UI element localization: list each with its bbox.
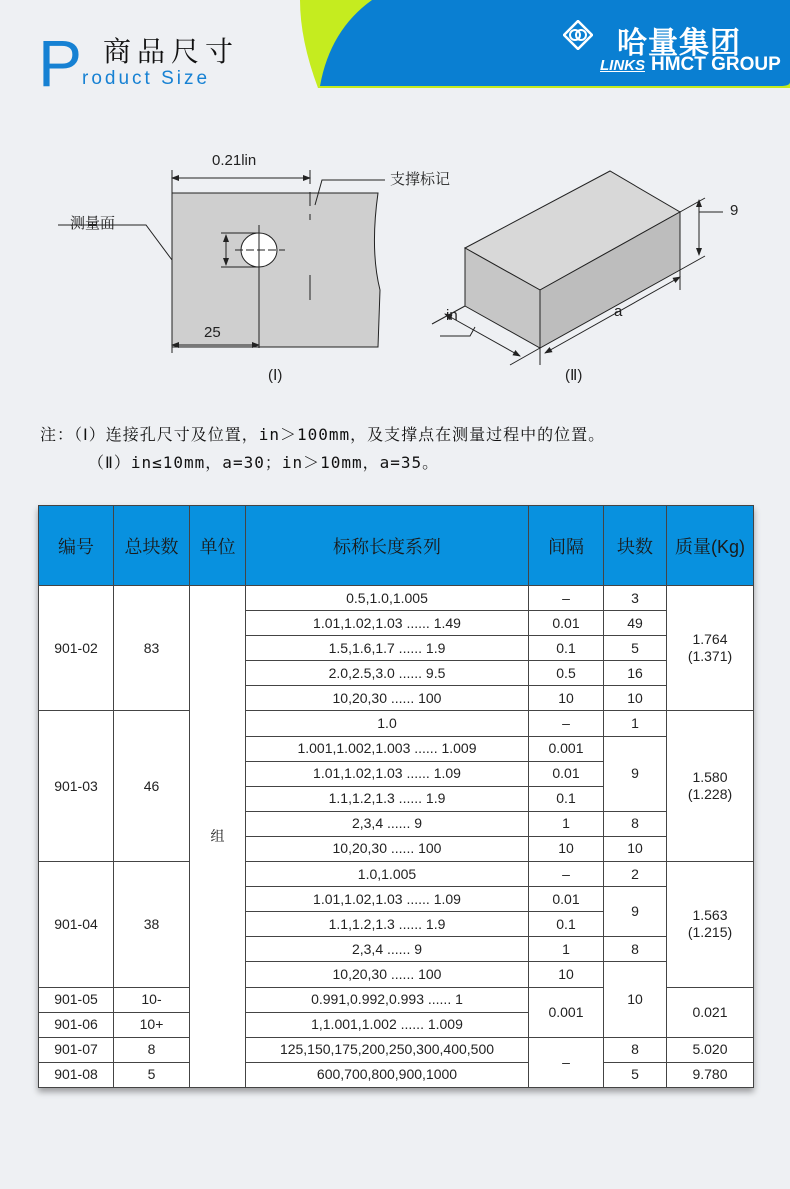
table-cell: 5: [114, 1062, 190, 1087]
table-cell: 16: [604, 661, 667, 686]
table-cell: –: [529, 1037, 604, 1087]
table-cell: 1.01,1.02,1.03 ...... 1.09: [246, 887, 529, 912]
table-cell: –: [529, 586, 604, 611]
brand-name-cn: 哈量集团: [617, 27, 741, 60]
table-cell: 10,20,30 ...... 100: [246, 836, 529, 861]
table-cell: 38: [114, 862, 190, 987]
table-header-row: [39, 506, 754, 586]
table-row: [39, 711, 754, 736]
table-cell: 600,700,800,900,1000: [246, 1062, 529, 1087]
diagram-2-caption: (Ⅱ): [565, 367, 583, 384]
table-row: [39, 1037, 754, 1062]
table-cell: 1.1,1.2,1.3 ...... 1.9: [246, 912, 529, 937]
table-row: [39, 586, 754, 611]
diagram-2: [432, 171, 723, 365]
table-cell: 0.5,1.0,1.005: [246, 586, 529, 611]
spec-table: [38, 505, 754, 1088]
table-cell: 8: [114, 1037, 190, 1062]
diagram-1-caption: (Ⅰ): [268, 367, 283, 384]
table-cell: 1.563 (1.215): [667, 862, 754, 987]
table-cell: 83: [114, 586, 190, 711]
table-cell: 5: [604, 1062, 667, 1087]
table-cell: 1.764 (1.371): [667, 586, 754, 711]
table-cell: 2: [604, 862, 667, 887]
hmct-logo-icon: [563, 20, 593, 50]
table-cell: 9.780: [667, 1062, 754, 1087]
table-cell: 1.01,1.02,1.03 ...... 1.49: [246, 611, 529, 636]
table-cell: 1.0,1.005: [246, 862, 529, 887]
diagram-1: [58, 170, 385, 353]
table-cell: 0.5: [529, 661, 604, 686]
table-cell: 10: [604, 836, 667, 861]
table-cell: 5: [604, 636, 667, 661]
column-header: 标称长度系列: [246, 506, 529, 586]
table-cell: –: [529, 862, 604, 887]
table-cell: 901-03: [39, 711, 114, 862]
table-cell: 10,20,30 ...... 100: [246, 686, 529, 711]
table-cell: 2,3,4 ...... 9: [246, 937, 529, 962]
table-cell: 9: [604, 736, 667, 811]
table-cell: 1.5,1.6,1.7 ...... 1.9: [246, 636, 529, 661]
table-cell: 901-07: [39, 1037, 114, 1062]
table-cell: 125,150,175,200,250,300,400,500: [246, 1037, 529, 1062]
table-cell: 3: [604, 586, 667, 611]
table-cell: 1.1,1.2,1.3 ...... 1.9: [246, 786, 529, 811]
note-line-2: （Ⅱ）in≤10mm，a=30；in＞10mm，a=35。: [88, 453, 440, 472]
table-cell: 8: [604, 1037, 667, 1062]
table-cell: 10-: [114, 987, 190, 1012]
table-cell: 0.1: [529, 636, 604, 661]
brand-name-en: [600, 54, 781, 76]
table-row: [39, 862, 754, 887]
support-mark-label: 支撑标记: [390, 171, 451, 188]
table-cell: 46: [114, 711, 190, 862]
table-cell: 901-08: [39, 1062, 114, 1087]
table-cell: 8: [604, 937, 667, 962]
table-cell: 1: [529, 811, 604, 836]
note-line-1: 注：（Ⅰ）连接孔尺寸及位置，in＞100mm，及支撑点在测量过程中的位置。: [40, 425, 606, 444]
table-cell: 1.0: [246, 711, 529, 736]
column-header: 单位: [190, 506, 246, 586]
a-label: a: [614, 303, 623, 320]
table-cell: 0.01: [529, 887, 604, 912]
table-cell: 2.0,2.5,3.0 ...... 9.5: [246, 661, 529, 686]
measuring-surface-label: 测量面: [70, 215, 116, 232]
table-cell: 901-04: [39, 862, 114, 987]
offset-label: 25: [204, 324, 221, 341]
table-cell: 8: [604, 811, 667, 836]
table-cell: 0.1: [529, 786, 604, 811]
title-initial: P: [38, 26, 83, 100]
table-cell: 0.1: [529, 912, 604, 937]
table-cell: 901-02: [39, 586, 114, 711]
table-cell: 1.001,1.002,1.003 ...... 1.009: [246, 736, 529, 761]
table-cell: 0.001: [529, 736, 604, 761]
table-cell: 1: [604, 711, 667, 736]
table-cell: 9: [604, 887, 667, 937]
table-cell: 49: [604, 611, 667, 636]
table-cell: –: [529, 711, 604, 736]
width-label: 0.21lin: [212, 152, 257, 169]
table-cell: 901-05: [39, 987, 114, 1012]
page-subtitle: roduct Size: [82, 68, 211, 89]
table-cell: 1: [529, 937, 604, 962]
column-header: 编号: [39, 506, 114, 586]
table-cell: 901-06: [39, 1012, 114, 1037]
table-cell: 1.01,1.02,1.03 ...... 1.09: [246, 761, 529, 786]
column-header: 总块数: [114, 506, 190, 586]
header-banner: [0, 0, 790, 100]
table-cell: 0.991,0.992,0.993 ...... 1: [246, 987, 529, 1012]
table-cell: 0.01: [529, 611, 604, 636]
table-cell: 0.021: [667, 987, 754, 1037]
table-cell: 1.580 (1.228): [667, 711, 754, 862]
table-cell: 1,1.001,1.002 ...... 1.009: [246, 1012, 529, 1037]
table-cell: 0.001: [529, 987, 604, 1037]
table-cell: 组: [190, 586, 246, 1088]
column-header: 块数: [604, 506, 667, 586]
table-cell: 10: [604, 962, 667, 1037]
table-cell: 10: [529, 962, 604, 987]
column-header: 质量(Kg): [667, 506, 754, 586]
table-cell: 10: [529, 836, 604, 861]
table-cell: 10+: [114, 1012, 190, 1037]
links-logo: LINKS: [600, 57, 645, 74]
brand-en-text: HMCT GROUP: [651, 54, 781, 75]
column-header: 间隔: [529, 506, 604, 586]
in-label: in: [446, 307, 458, 324]
page-title: 商品尺寸: [103, 35, 240, 68]
table-row: [39, 1062, 754, 1087]
table-cell: 10: [529, 686, 604, 711]
notes: [40, 421, 605, 477]
table-cell: 2,3,4 ...... 9: [246, 811, 529, 836]
table-cell: 10,20,30 ...... 100: [246, 962, 529, 987]
table-cell: 0.01: [529, 761, 604, 786]
height-label: 9: [730, 202, 739, 219]
table-cell: 10: [604, 686, 667, 711]
table-cell: 5.020: [667, 1037, 754, 1062]
